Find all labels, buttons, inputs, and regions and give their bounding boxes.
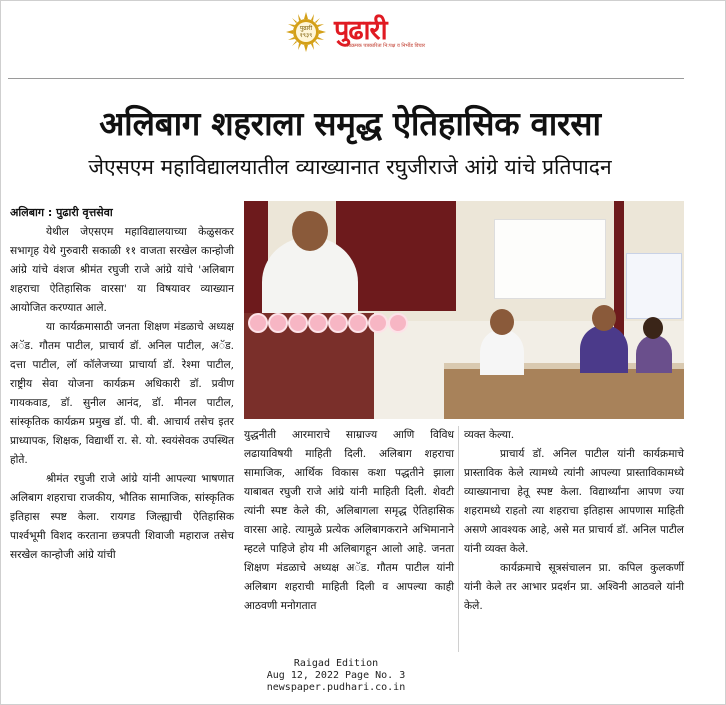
article-column-2	[244, 426, 454, 616]
emblem-label: पुढारी १९३९	[299, 25, 313, 39]
masthead[interactable]	[286, 12, 446, 52]
article-headline: अलिबाग शहराला समृद्ध ऐतिहासिक वारसा	[99, 104, 601, 143]
paragraph: युद्धनीती आरमाराचे साम्राज्य आणि विविध लढायाविषयी माहिती दिली. अलिबाग शहराचा सामाजिक, आर्थिक विकास कशा पद्धतीने झाला याबाबत रघुजी राजे आंग्रे यांनी माहिती दिली. शेवटी त्यांनी स्पष्ट केले की, अलिबागला समृद्ध ऐतिहासिक वारसा आहे. त्यामुळे प्रत्येक अलिबागकराने अभिमानाने म्हटले पाहिजे होय मी अलिबागहून आलो आहे. जनता शिक्षण मंडळाचे अध्यक्ष अॅड. गौतम पाटील यांनी अलिबाग शहराची माहिती दिली व आपल्या काही आठवणी मनोगतात	[244, 429, 454, 612]
masthead-divider	[8, 78, 684, 79]
brand-tagline: आक्रमक पत्रकारिता नि:पक्ष व निर्भीड विचार	[346, 43, 426, 49]
paragraph: प्राचार्य डॉ. अनिल पाटील यांनी कार्यक्रमाचे प्रास्ताविक केले त्यामध्ये त्यांनी आपल्या प्रास्ताविकामध्ये व्याख्यानाचा हेतू स्पष्ट केला. विद्यार्थ्यांना आपण ज्या शहरामध्ये राहतो त्या शहराचा इतिहास आपणास माहिती असणे आवश्यक आहे, असे मत प्राचार्य डॉ. अनिल पाटील यांनी व्यक्त केले.	[464, 448, 684, 555]
article-column-1	[10, 223, 234, 565]
article-subheadline: जेएसएम महाविद्यालयातील व्याख्यानात रघुजीराजे आंग्रे यांचे प्रतिपादन	[88, 155, 612, 179]
paragraph: या कार्यक्रमासाठी जनता शिक्षण मंडळाचे अध्यक्ष अॅड. गौतम पाटील, प्राचार्य डॉ. अनिल पाटील, अॅड. दत्ता पाटील, लॉ कॉलेजच्या प्राचार्या डॉ. रेश्मा पाटील, राष्ट्रीय सेवा योजना कार्यक्रम अधिकारी डॉ. प्रवीण गायकवाड, डॉ. सुनील आनंद, डॉ. मीनल पाटील, सांस्कृतिक कार्यक्रम प्रमुख डॉ. पी. बी. आचार्य तसेच इतर प्राध्यापक, शिक्षक, विद्यार्थी रा. से. यो. स्वयंसेवक उपस्थित होते.	[10, 321, 234, 466]
paragraph: येथील जेएसएम महाविद्यालयाच्या केळुसकर सभागृह येथे गुरुवारी सकाळी ११ वाजता सरखेल कान्होजी आंग्रे यांचे वंशज श्रीमंत रघुजी राजे आंग्रे यांचे 'अलिबाग शहराचा ऐतिहासिक वारसा' या विषयावर व्याख्यान आयोजित करण्यात आले.	[10, 226, 234, 314]
paragraph: कार्यक्रमाचे सूत्रसंचालन प्रा. कपिल कुलकर्णी यांनी केले तर आभार प्रदर्शन प्रा. अश्विनी आठवले यांनी केले.	[464, 562, 684, 612]
column-divider	[458, 426, 459, 652]
paragraph: श्रीमंत रघुजी राजे आंग्रे यांनी आपल्या भाषणात अलिबाग शहराचा राजकीय, भौतिक सामाजिक, सांस्कृतिक इतिहास स्पष्ट केला. रायगड जिल्ह्याची ऐतिहासिक पार्श्वभूमी विशद करताना छत्रपती शिवाजी महाराज तसेच सरखेल कान्होजी आंग्रे यांची	[10, 473, 234, 561]
edition-info	[256, 658, 416, 694]
edition-url[interactable]: newspaper.pudhari.co.in	[266, 682, 406, 693]
article-column-3	[464, 426, 684, 616]
paragraph: व्यक्त केल्या.	[464, 429, 515, 441]
dateline: अलिबाग : पुढारी वृत्तसेवा	[10, 206, 113, 219]
event-photo	[244, 201, 684, 419]
edition-date-page: Aug 12, 2022 Page No. 3	[266, 670, 406, 681]
brand-logo: पुढारी	[334, 15, 387, 46]
edition-name: Raigad Edition	[293, 658, 379, 669]
